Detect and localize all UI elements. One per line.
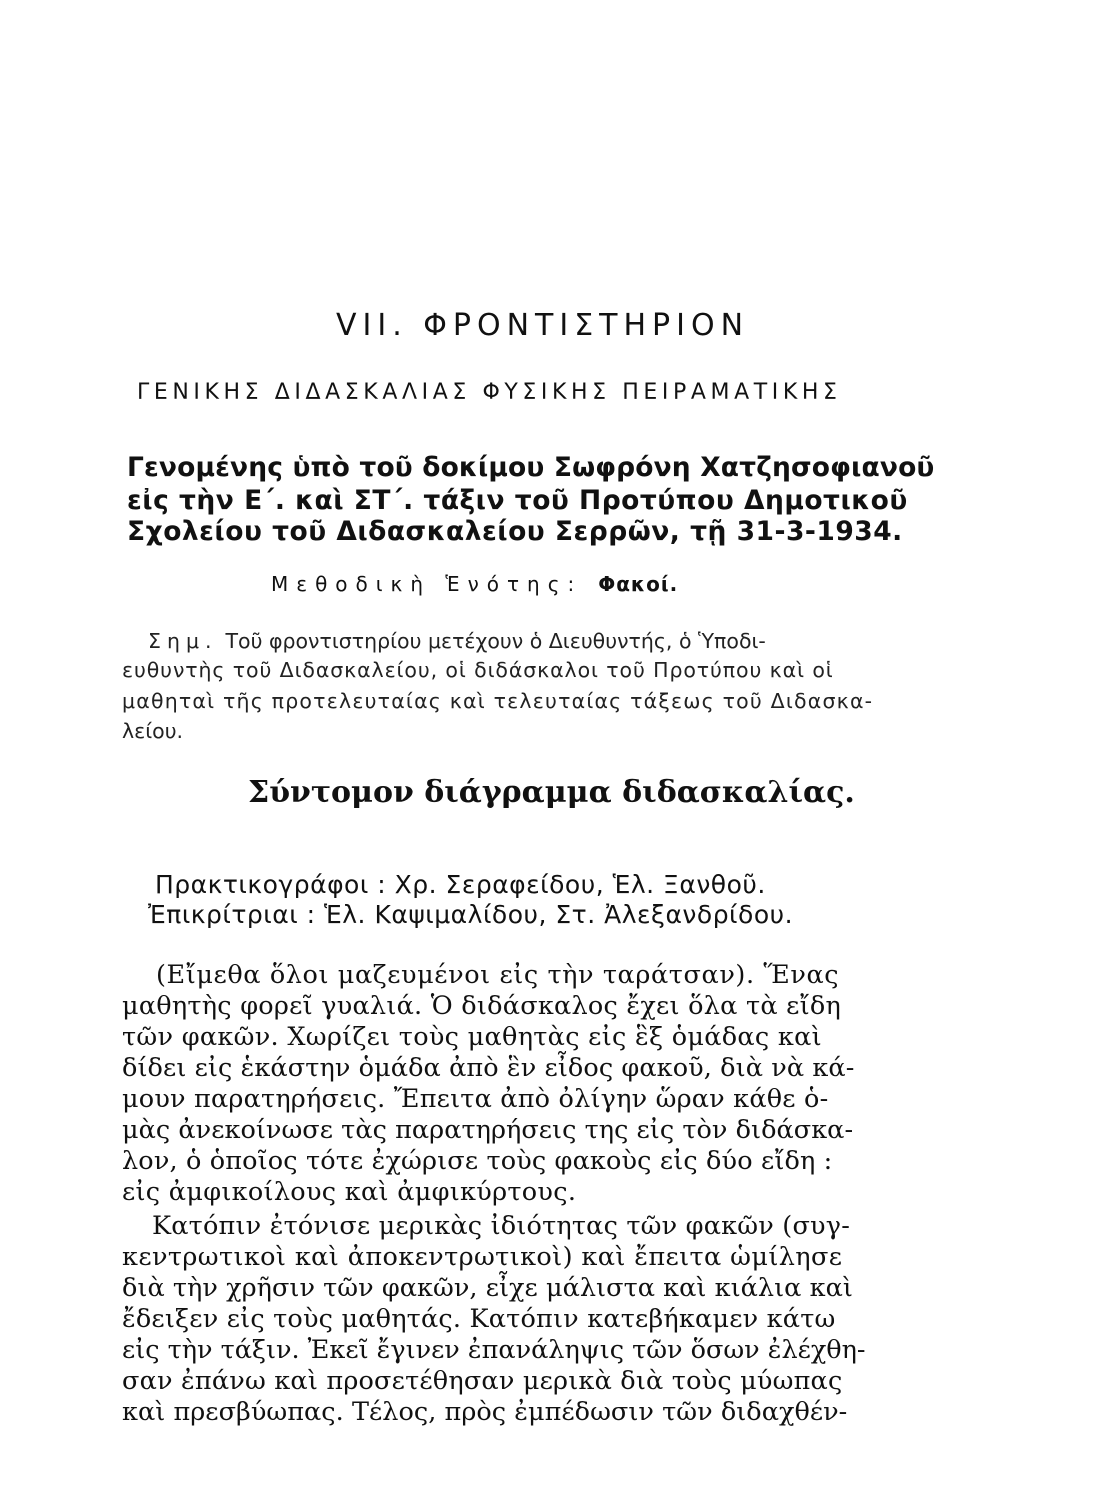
intro-line-2: εἰς τὴν Ε΄. καὶ ΣΤ΄. τάξιν τοῦ Προτύπου Δημοτικοῦ <box>127 485 908 516</box>
body-line-13: εἰς τὴν τάξιν. Ἐκεῖ ἔγινεν ἐπανάληψις τῶν ὅσων ἐλέχθη- <box>122 1335 866 1365</box>
body-line-1: (Εἴμεθα ὅλοι μαζευμένοι εἰς τὴν ταράτσαν). Ἕνας <box>156 960 840 990</box>
note-line-1 <box>148 629 766 653</box>
body-line-9: Κατόπιν ἐτόνισε μερικὰς ἰδιότητας τῶν φακῶν (συγ- <box>152 1211 851 1241</box>
body-line-14: σαν ἐπάνω καὶ προσετέθησαν μερικὰ διὰ τοὺς μύωπας <box>122 1366 843 1396</box>
body-line-10: κεντρωτικοὶ καὶ ἀποκεντρωτικοὶ) καὶ ἔπειτα ὡμίλησε <box>122 1242 843 1272</box>
body-line-7: λον, ὁ ὁποῖος τότε ἐχώρισε τοὺς φακοὺς εἰς δύο εἴδη : <box>122 1146 833 1176</box>
note-text-1: Τοῦ φροντιστηρίου μετέχουν ὁ Διευθυντής, ὁ Ὑποδι- <box>225 629 766 653</box>
body-line-3: τῶν φακῶν. Χωρίζει τοὺς μαθητὰς εἰς ἓξ ὁμάδας καὶ <box>122 1022 822 1052</box>
body-line-12: ἔδειξεν εἰς τοὺς μαθητάς. Κατόπιν κατεβήκαμεν κάτω <box>122 1304 836 1334</box>
note-line-3: μαθηταὶ τῆς προτελευταίας καὶ τελευταίας τάξεως τοῦ Διδασκα- <box>122 689 874 713</box>
body-line-11: διὰ τὴν χρῆσιν τῶν φακῶν, εἶχε μάλιστα καὶ κιάλια καὶ <box>122 1273 853 1303</box>
body-line-4: δίδει εἰς ἑκάστην ὁμάδα ἀπὸ ἓν εἶδος φακοῦ, διὰ νὰ κά- <box>122 1053 855 1083</box>
note-label: Σημ. <box>148 629 218 653</box>
body-line-8: εἰς ἀμφικοίλους καὶ ἀμφικύρτους. <box>122 1177 577 1207</box>
chapter-title: VII. ΦΡΟΝΤΙΣΤΗΡΙΟΝ <box>336 308 750 343</box>
body-line-15: καὶ πρεσβύωπας. Τέλος, πρὸς ἐμπέδωσιν τῶν διδαχθέν- <box>122 1397 848 1427</box>
body-line-5: μουν παρατηρήσεις. Ἔπειτα ἀπὸ ὀλίγην ὥραν κάθε ὁ- <box>122 1084 829 1114</box>
note-line-2: ευθυντὴς τοῦ Διδασκαλείου, οἱ διδάσκαλοι τοῦ Προτύπου καὶ οἱ <box>122 658 834 682</box>
unit-label: Μεθοδικὴ Ἑνότης: <box>271 572 583 596</box>
credits-recorders: Πρακτικογράφοι : Χρ. Σεραφείδου, Ἑλ. Ξανθοῦ. <box>155 870 766 899</box>
note-line-4: λείου. <box>122 719 184 743</box>
intro-line-3: Σχολείου τοῦ Διδασκαλείου Σερρῶν, τῇ 31-3-1934. <box>127 516 903 547</box>
section-heading: Σύντομον διάγραμμα διδασκαλίας. <box>248 775 855 810</box>
intro-line-1: Γενομένης ὑπὸ τοῦ δοκίμου Σωφρόνη Χατζησοφιανοῦ <box>127 452 935 483</box>
body-line-2: μαθητὴς φορεῖ γυαλιά. Ὁ διδάσκαλος ἔχει ὅλα τὰ εἴδη <box>122 991 841 1021</box>
chapter-subtitle: ΓΕΝΙΚΗΣ ΔΙΔΑΣΚΑΛΙΑΣ ΦΥΣΙΚΗΣ ΠΕΙΡΑΜΑΤΙΚΗΣ <box>137 380 842 405</box>
credits-critics: Ἐπικρίτριαι : Ἑλ. Καψιμαλίδου, Στ. Ἀλεξανδρίδου. <box>148 900 794 929</box>
methodical-unit <box>271 572 678 596</box>
unit-value: Φακοί. <box>598 572 679 596</box>
body-line-6: μὰς ἀνεκοίνωσε τὰς παρατηρήσεις της εἰς τὸν διδάσκα- <box>122 1115 854 1145</box>
